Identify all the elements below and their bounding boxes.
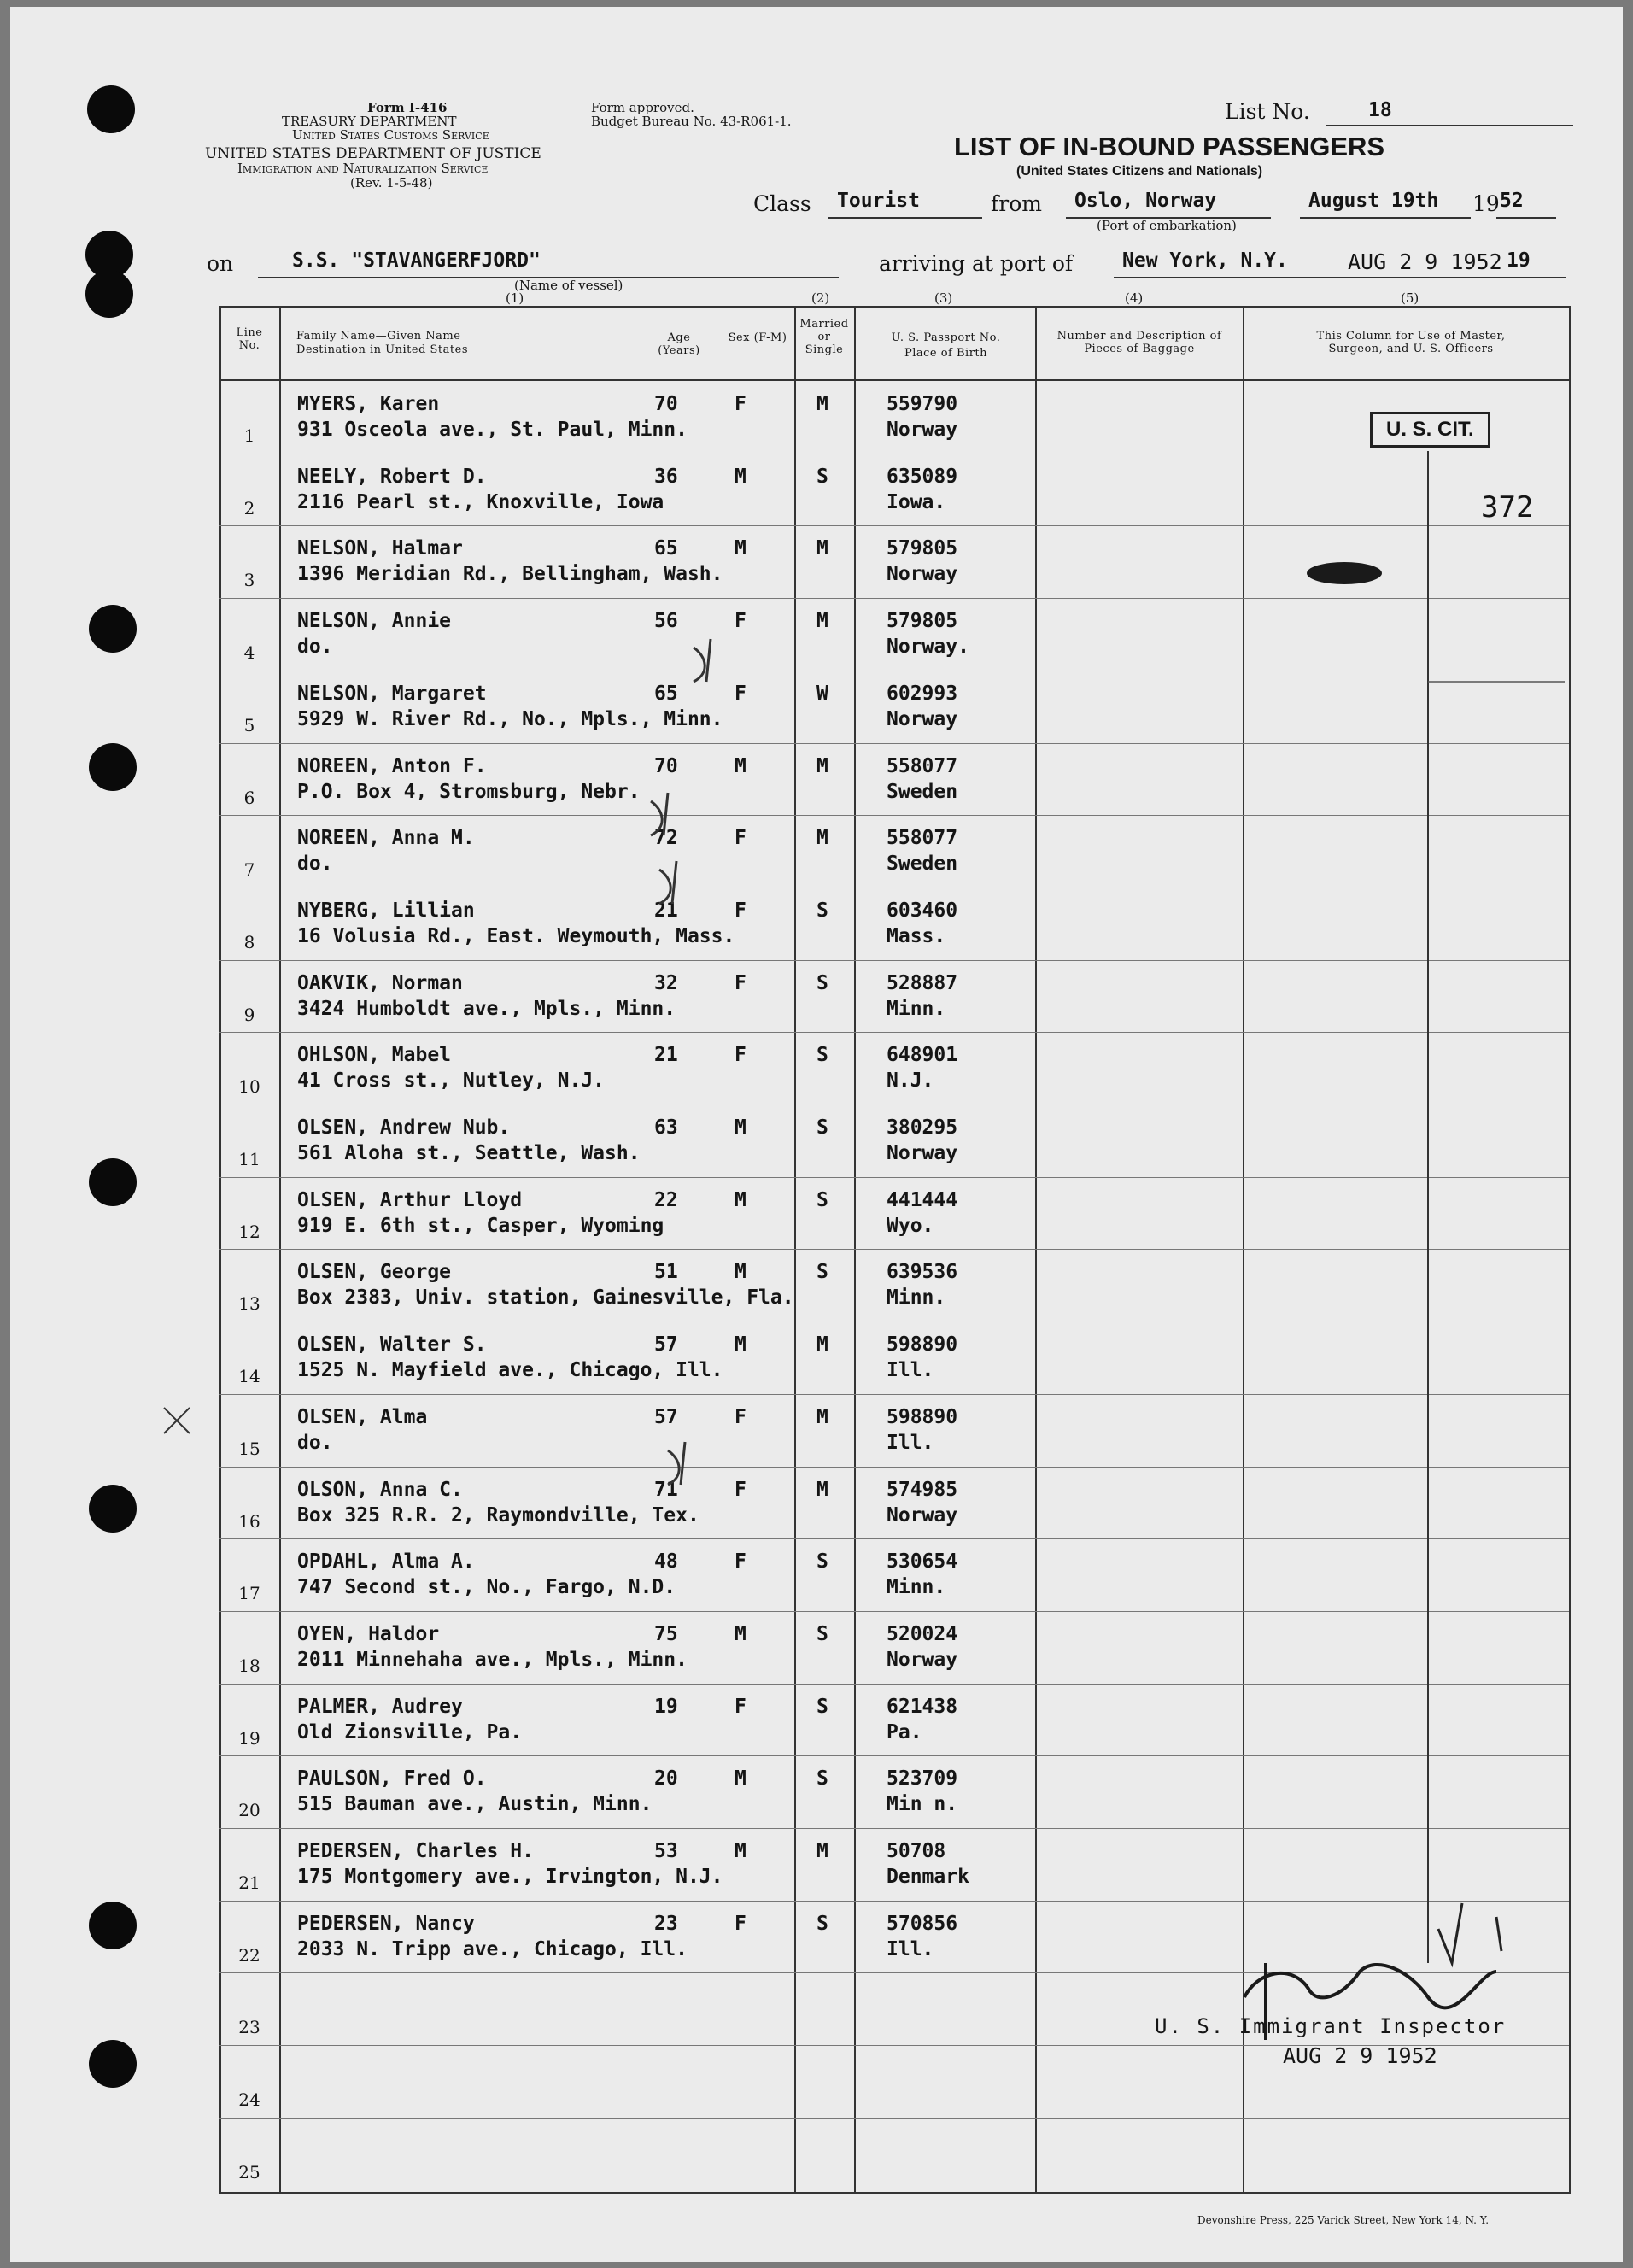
row-birthplace: Ill.: [887, 1431, 934, 1454]
row-marital-status: S: [816, 1912, 828, 1935]
col-num-1: (1): [506, 290, 524, 306]
row-sex: F: [735, 899, 746, 922]
header-name: Family Name—Given Name: [296, 330, 461, 343]
class-label: Class: [753, 191, 811, 216]
row-passenger-name: OLSEN, Walter S.: [297, 1333, 487, 1357]
row-sex: M: [735, 1767, 746, 1790]
row-marital-status: M: [816, 1840, 828, 1862]
row-marital-status: S: [816, 971, 828, 994]
row-passenger-name: OLSEN, Arthur Lloyd: [297, 1188, 523, 1211]
row-passport-number: 559790: [887, 393, 958, 415]
row-passenger-name: NELSON, Halmar: [297, 537, 463, 560]
row-birthplace: Min n.: [887, 1793, 958, 1816]
row-age: 20: [654, 1767, 678, 1790]
row-birthplace: Norway: [887, 563, 958, 586]
row-marital-status: S: [816, 1116, 828, 1139]
row-passenger-name: PALMER, Audrey: [297, 1695, 463, 1718]
row-passport-number: 579805: [887, 610, 958, 633]
row-sex: F: [735, 1695, 746, 1718]
row-passport-number: 639536: [887, 1261, 958, 1284]
printer-credit: Devonshire Press, 225 Varick Street, New York 14, N. Y.: [1197, 2214, 1490, 2226]
row-marital-status: M: [816, 827, 828, 850]
form-number: Form I-416: [367, 100, 448, 115]
row-line-number: 18: [238, 1655, 260, 1676]
header-sex: Sex (F-M): [728, 331, 787, 344]
row-line-number: 23: [238, 2017, 260, 2038]
row-passenger-name: NEELY, Robert D.: [297, 465, 487, 488]
row-destination: 2116 Pearl st., Knoxville, Iowa: [297, 490, 664, 513]
row-age: 23: [654, 1912, 678, 1935]
arrival-date-stamp: AUG 2 9 1952: [1348, 249, 1502, 274]
row-birthplace: Norway: [887, 707, 958, 730]
row-passenger-name: OLSEN, Alma: [297, 1405, 428, 1428]
row-sex: F: [735, 1550, 746, 1574]
row-sex: M: [735, 465, 746, 488]
row-line-number: 17: [238, 1583, 260, 1604]
row-marital-status: S: [816, 1261, 828, 1284]
row-marital-status: M: [816, 1405, 828, 1428]
row-line-number: 1: [243, 425, 255, 446]
row-passenger-name: OLSEN, George: [297, 1261, 452, 1284]
row-passenger-name: OAKVIK, Norman: [297, 971, 463, 994]
row-line-number: 6: [243, 787, 255, 808]
class-value: Tourist: [837, 190, 920, 212]
row-passport-number: 648901: [887, 1044, 958, 1067]
row-line-number: 10: [238, 1076, 260, 1098]
header-destination: Destination in United States: [296, 343, 468, 356]
row-age: 48: [654, 1550, 678, 1574]
officer-count: 372: [1481, 490, 1534, 525]
row-line-number: 16: [238, 1510, 260, 1532]
row-passport-number: 635089: [887, 465, 958, 488]
inspector-date-stamp: AUG 2 9 1952: [1283, 2043, 1437, 2068]
row-sex: F: [735, 610, 746, 633]
row-age: 70: [654, 754, 678, 777]
row-passenger-name: NELSON, Margaret: [297, 682, 487, 705]
row-marital-status: S: [816, 465, 828, 488]
row-passport-number: 603460: [887, 899, 958, 922]
officer-check-marks: [10, 7, 1623, 2262]
row-destination: 919 E. 6th st., Casper, Wyoming: [297, 1214, 664, 1237]
row-line-number: 21: [238, 1872, 260, 1893]
row-birthplace: Iowa.: [887, 490, 946, 513]
row-line-number: 19: [238, 1727, 260, 1749]
document-title: LIST OF IN-BOUND PASSENGERS: [954, 132, 1385, 161]
row-destination: Old Zionsville, Pa.: [297, 1720, 523, 1743]
row-destination: 515 Bauman ave., Austin, Minn.: [297, 1793, 653, 1816]
arrival-year-suffix: 19: [1507, 249, 1531, 272]
row-marital-status: S: [816, 1695, 828, 1718]
row-destination: Box 325 R.R. 2, Raymondville, Tex.: [297, 1503, 699, 1527]
row-marital-status: M: [816, 610, 828, 633]
row-destination: 175 Montgomery ave., Irvington, N.J.: [297, 1866, 723, 1888]
row-line-number: 8: [243, 931, 255, 952]
row-passport-number: 598890: [887, 1405, 958, 1428]
row-passport-number: 523709: [887, 1767, 958, 1790]
row-destination: 2033 N. Tripp ave., Chicago, Ill.: [297, 1937, 688, 1960]
row-destination: 931 Osceola ave., St. Paul, Minn.: [297, 419, 688, 441]
form-approved: Form approved.: [591, 100, 694, 115]
row-destination: 1525 N. Mayfield ave., Chicago, Ill.: [297, 1359, 723, 1382]
header-age: Age (Years): [658, 331, 700, 357]
row-sex: M: [735, 1333, 746, 1357]
row-age: 63: [654, 1116, 678, 1139]
row-passport-number: 558077: [887, 827, 958, 850]
port-caption: (Port of embarkation): [1097, 218, 1237, 233]
row-age: 53: [654, 1840, 678, 1862]
row-passport-number: 621438: [887, 1695, 958, 1718]
us-citizen-stamp: U. S. CIT.: [1370, 412, 1490, 448]
row-line-number: 20: [238, 1800, 260, 1821]
list-no-value: 18: [1368, 99, 1392, 121]
row-destination: 1396 Meridian Rd., Bellingham, Wash.: [297, 563, 723, 586]
row-age: 19: [654, 1695, 678, 1718]
row-marital-status: S: [816, 899, 828, 922]
row-birthplace: Minn.: [887, 997, 946, 1020]
from-label: from: [991, 191, 1042, 216]
row-passport-number: 574985: [887, 1478, 958, 1501]
manifest-sheet: [10, 7, 1623, 2262]
row-line-number: 9: [243, 1004, 255, 1025]
row-line-number: 13: [238, 1293, 260, 1315]
row-line-number: 15: [238, 1438, 260, 1459]
row-passport-number: 570856: [887, 1912, 958, 1935]
header-passport: U. S. Passport No.: [891, 331, 1001, 344]
row-sex: F: [735, 971, 746, 994]
row-sex: F: [735, 1044, 746, 1067]
row-line-number: 14: [238, 1366, 260, 1387]
row-passport-number: 558077: [887, 754, 958, 777]
row-passport-number: 50708: [887, 1840, 946, 1862]
customs-service: United States Customs Service: [292, 127, 489, 143]
row-passport-number: 528887: [887, 971, 958, 994]
row-age: 51: [654, 1261, 678, 1284]
arriving-label: arriving at port of: [879, 251, 1074, 276]
row-destination: Box 2383, Univ. station, Gainesville, Fla.: [297, 1286, 794, 1310]
col-num-5: (5): [1401, 290, 1419, 306]
row-birthplace: Minn.: [887, 1576, 946, 1599]
row-age: 70: [654, 393, 678, 415]
arriving-port: New York, N.Y.: [1122, 249, 1288, 272]
row-sex: F: [735, 393, 746, 415]
row-destination: 561 Aloha st., Seattle, Wash.: [297, 1142, 641, 1164]
row-birthplace: Norway: [887, 419, 958, 441]
row-marital-status: S: [816, 1550, 828, 1574]
row-line-number: 2: [243, 497, 255, 519]
col-num-3: (3): [934, 290, 953, 306]
header-baggage: Number and Description of Pieces of Baggage: [1056, 330, 1222, 355]
row-marital-status: S: [816, 1622, 828, 1645]
row-sex: F: [735, 1405, 746, 1428]
row-marital-status: M: [816, 537, 828, 560]
row-passenger-name: OPDAHL, Alma A.: [297, 1550, 475, 1574]
row-age: 56: [654, 610, 678, 633]
row-passport-number: 520024: [887, 1622, 958, 1645]
document-subtitle: (United States Citizens and Nationals): [1016, 164, 1263, 179]
row-passport-number: 441444: [887, 1188, 958, 1211]
row-passport-number: 579805: [887, 537, 958, 560]
row-destination: 747 Second st., No., Fargo, N.D.: [297, 1576, 676, 1599]
row-marital-status: S: [816, 1044, 828, 1067]
row-destination: 2011 Minnehaha ave., Mpls., Minn.: [297, 1648, 688, 1671]
row-age: 36: [654, 465, 678, 488]
row-passport-number: 530654: [887, 1550, 958, 1574]
row-age: 21: [654, 1044, 678, 1067]
row-passenger-name: MYERS, Karen: [297, 393, 440, 415]
immigration-service: Immigration and Naturalization Service: [237, 161, 489, 176]
col-num-2: (2): [811, 290, 830, 306]
row-passenger-name: PEDERSEN, Charles H.: [297, 1840, 534, 1862]
row-age: 57: [654, 1405, 678, 1428]
header-birth: Place of Birth: [904, 347, 988, 360]
row-birthplace: Denmark: [887, 1866, 969, 1888]
row-marital-status: W: [816, 682, 828, 705]
year-prefix: 19: [1472, 191, 1500, 216]
row-sex: M: [735, 1116, 746, 1139]
row-line-number: 12: [238, 1221, 260, 1242]
row-birthplace: Sweden: [887, 853, 958, 876]
row-destination: P.O. Box 4, Stromsburg, Nebr.: [297, 780, 641, 803]
row-line-number: 24: [238, 2089, 260, 2111]
row-birthplace: Norway: [887, 1648, 958, 1671]
row-passport-number: 380295: [887, 1116, 958, 1139]
row-destination: 41 Cross st., Nutley, N.J.: [297, 1070, 606, 1093]
row-destination: 5929 W. River Rd., No., Mpls., Minn.: [297, 707, 723, 730]
row-marital-status: M: [816, 393, 828, 415]
row-birthplace: Norway.: [887, 636, 969, 659]
row-age: 71: [654, 1478, 678, 1501]
row-age: 22: [654, 1188, 678, 1211]
treasury-department: TREASURY DEPARTMENT: [282, 114, 457, 129]
row-line-number: 25: [238, 2161, 260, 2183]
row-line-number: 4: [243, 642, 255, 664]
row-birthplace: Ill.: [887, 1359, 934, 1382]
row-line-number: 7: [243, 859, 255, 881]
row-age: 75: [654, 1622, 678, 1645]
row-age: 72: [654, 827, 678, 850]
row-passenger-name: PEDERSEN, Nancy: [297, 1912, 475, 1935]
row-sex: M: [735, 754, 746, 777]
row-line-number: 3: [243, 570, 255, 591]
row-destination: do.: [297, 1431, 333, 1454]
row-marital-status: M: [816, 1333, 828, 1357]
row-passenger-name: NYBERG, Lillian: [297, 899, 475, 922]
row-sex: M: [735, 537, 746, 560]
row-passenger-name: PAULSON, Fred O.: [297, 1767, 487, 1790]
row-birthplace: Ill.: [887, 1937, 934, 1960]
row-passenger-name: NOREEN, Anna M.: [297, 827, 475, 850]
row-passenger-name: OHLSON, Mabel: [297, 1044, 452, 1067]
col-num-4: (4): [1125, 290, 1144, 306]
row-line-number: 22: [238, 1944, 260, 1966]
revision-date: (Rev. 1-5-48): [350, 175, 433, 190]
row-line-number: 11: [238, 1149, 260, 1169]
row-destination: 3424 Humboldt ave., Mpls., Minn.: [297, 997, 676, 1020]
on-label: on: [207, 251, 234, 276]
row-passport-number: 602993: [887, 682, 958, 705]
header-line-no: Line No.: [236, 326, 263, 352]
row-birthplace: Minn.: [887, 1286, 946, 1310]
row-destination: 16 Volusia Rd., East. Weymouth, Mass.: [297, 924, 735, 947]
row-birthplace: Norway: [887, 1142, 958, 1164]
row-destination: do.: [297, 636, 333, 659]
row-passenger-name: NELSON, Annie: [297, 610, 452, 633]
row-sex: M: [735, 1188, 746, 1211]
row-birthplace: Mass.: [887, 924, 946, 947]
list-no-label: List No.: [1225, 99, 1310, 124]
row-sex: F: [735, 827, 746, 850]
row-age: 65: [654, 537, 678, 560]
row-sex: M: [735, 1261, 746, 1284]
header-officers: This Column for Use of Master, Surgeon, and U. S. Officers: [1316, 330, 1506, 355]
row-birthplace: Wyo.: [887, 1214, 934, 1237]
row-sex: M: [735, 1622, 746, 1645]
row-age: 32: [654, 971, 678, 994]
row-birthplace: Sweden: [887, 780, 958, 803]
row-birthplace: N.J.: [887, 1070, 934, 1093]
row-passenger-name: OLSEN, Andrew Nub.: [297, 1116, 511, 1139]
row-age: 21: [654, 899, 678, 922]
row-sex: F: [735, 1478, 746, 1501]
row-sex: F: [735, 1912, 746, 1935]
row-destination: do.: [297, 853, 333, 876]
row-marital-status: S: [816, 1767, 828, 1790]
row-sex: F: [735, 682, 746, 705]
row-age: 65: [654, 682, 678, 705]
departure-date: August 19th: [1308, 190, 1439, 212]
vessel-name: S.S. "STAVANGERFJORD": [292, 249, 541, 272]
row-passenger-name: NOREEN, Anton F.: [297, 754, 487, 777]
row-marital-status: M: [816, 1478, 828, 1501]
row-passenger-name: OLSON, Anna C.: [297, 1478, 463, 1501]
row-age: 57: [654, 1333, 678, 1357]
row-passport-number: 598890: [887, 1333, 958, 1357]
row-birthplace: Pa.: [887, 1720, 922, 1743]
from-value: Oslo, Norway: [1074, 190, 1217, 212]
department-of-justice: UNITED STATES DEPARTMENT OF JUSTICE: [205, 145, 541, 162]
year-value: 52: [1500, 190, 1524, 212]
row-birthplace: Norway: [887, 1503, 958, 1527]
row-sex: M: [735, 1840, 746, 1862]
header-married: Married or Single: [799, 318, 849, 356]
inspector-title: U. S. Immigrant Inspector: [1155, 2014, 1507, 2038]
vessel-caption: (Name of vessel): [514, 278, 623, 293]
row-marital-status: S: [816, 1188, 828, 1211]
budget-bureau: Budget Bureau No. 43-R061-1.: [591, 114, 792, 129]
row-passenger-name: OYEN, Haldor: [297, 1622, 440, 1645]
row-line-number: 5: [243, 714, 255, 735]
row-marital-status: M: [816, 754, 828, 777]
